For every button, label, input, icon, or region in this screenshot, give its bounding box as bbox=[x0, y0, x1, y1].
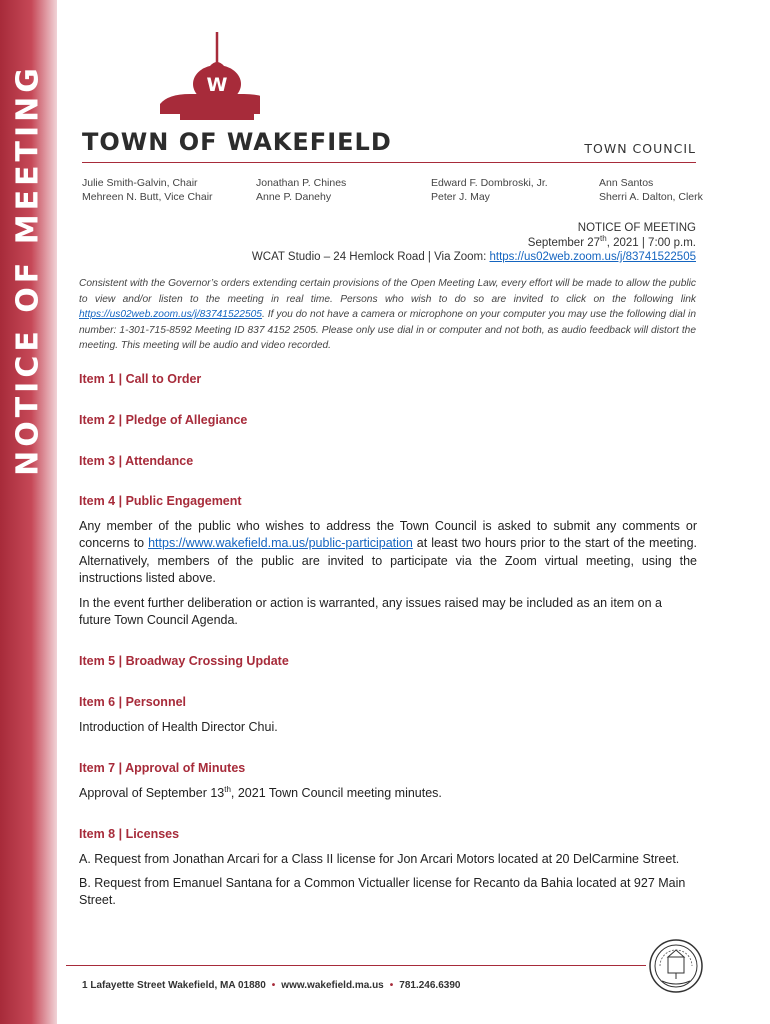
sidebar-title: NOTICE OF MEETING bbox=[10, 64, 46, 476]
zoom-link[interactable]: https://us02web.zoom.us/j/83741522505 bbox=[489, 251, 696, 263]
meeting-date: September 27th, 2021 | 7:00 p.m. bbox=[527, 233, 696, 249]
town-name: TOWN OF WAKEFIELD bbox=[82, 128, 392, 156]
agenda-item-6: Item 6 | Personnel bbox=[79, 695, 187, 709]
item4-paragraph-2: In the event further deliberation or action is warranted, any issues raised may be included as an item on a future Town Council Agenda. bbox=[79, 596, 662, 628]
footer-address: 1 Lafayette Street Wakefield, MA 01880 bbox=[82, 980, 266, 991]
agenda-item-2: Item 2 | Pledge of Allegiance bbox=[79, 413, 248, 427]
members-column-1 bbox=[82, 176, 213, 204]
item6-body: Introduction of Health Director Chui. bbox=[79, 720, 278, 734]
agenda-item-5: Item 5 | Broadway Crossing Update bbox=[79, 654, 289, 668]
members-column-2 bbox=[256, 176, 346, 204]
members-column-4 bbox=[599, 176, 703, 204]
notice-block bbox=[252, 221, 696, 265]
header-divider bbox=[82, 162, 696, 163]
intro-paragraph: Consistent with the Governor’s orders extending certain provisions of the Open Meeting Law, every effort will be made to allow the public to view and/or listen to the meeting in real time. Persons who wish to do so are invited to click on the following link https://us02web.zoom.us/j/83741522505. If you do not have a camera or microphone on your computer you may use the following dial in number: 1-301-715-8592 Meeting ID 837 4152 2505. Please only use dial in or computer and not both, as audio feedback will distort the meeting. This meeting will be audio and video recorded. bbox=[79, 278, 696, 351]
item4-paragraph-1: Any member of the public who wishes to address the Town Council is asked to submit any comments or concerns to https://www.wakefield.ma.us/public-participation at least two hours prior to the start of the meeting. Alternatively, members of the public are invited to participate via the Zoom virtual meeting, using the instructions listed above. bbox=[79, 519, 697, 586]
agenda-item-7: Item 7 | Approval of Minutes bbox=[79, 761, 246, 775]
member-name: Julie Smith-Galvin, Chair bbox=[82, 177, 198, 189]
footer-contact bbox=[82, 980, 460, 991]
public-participation-link[interactable]: https://www.wakefield.ma.us/public-participation bbox=[148, 536, 413, 551]
item7-body: Approval of September 13th, 2021 Town Council meeting minutes. bbox=[79, 784, 442, 800]
sidebar-band bbox=[0, 0, 57, 1024]
member-name: Sherri A. Dalton, Clerk bbox=[599, 191, 703, 203]
agenda-item-4: Item 4 | Public Engagement bbox=[79, 494, 242, 508]
agenda-item-3: Item 3 | Attendance bbox=[79, 454, 194, 468]
member-name: Anne P. Danehy bbox=[256, 191, 332, 203]
town-logo bbox=[150, 32, 260, 124]
member-name: Peter J. May bbox=[431, 191, 490, 203]
notice-title: NOTICE OF MEETING bbox=[577, 222, 696, 234]
member-name: Jonathan P. Chines bbox=[256, 177, 347, 189]
bullet-icon: • bbox=[389, 980, 394, 991]
meeting-location: WCAT Studio – 24 Hemlock Road | Via Zoom: https://us02web.zoom.us/j/83741522505 bbox=[251, 251, 696, 263]
intro-zoom-link[interactable]: https://us02web.zoom.us/j/83741522505 bbox=[79, 309, 262, 320]
item8-license-b: B. Request from Emanuel Santana for a Common Victualler license for Recanto da Bahia located at 927 Main Street. bbox=[79, 876, 686, 908]
members-column-3 bbox=[431, 176, 548, 204]
item8-license-a: A. Request from Jonathan Arcari for a Class II license for Jon Arcari Motors located at 20 DelCarmine Street. bbox=[79, 852, 680, 866]
town-seal-icon bbox=[648, 937, 704, 995]
member-name: Ann Santos bbox=[599, 177, 654, 189]
agenda-item-8: Item 8 | Licenses bbox=[79, 827, 180, 841]
bullet-icon: • bbox=[271, 980, 276, 991]
member-name: Mehreen N. Butt, Vice Chair bbox=[82, 191, 213, 203]
member-name: Edward F. Dombroski, Jr. bbox=[431, 177, 548, 189]
agenda-item-1: Item 1 | Call to Order bbox=[79, 372, 202, 386]
council-label: TOWN COUNCIL bbox=[584, 141, 696, 156]
logo-letter: W bbox=[206, 74, 228, 96]
footer-website[interactable]: www.wakefield.ma.us bbox=[281, 980, 384, 991]
footer-phone: 781.246.6390 bbox=[399, 980, 461, 991]
footer-divider bbox=[66, 965, 646, 966]
